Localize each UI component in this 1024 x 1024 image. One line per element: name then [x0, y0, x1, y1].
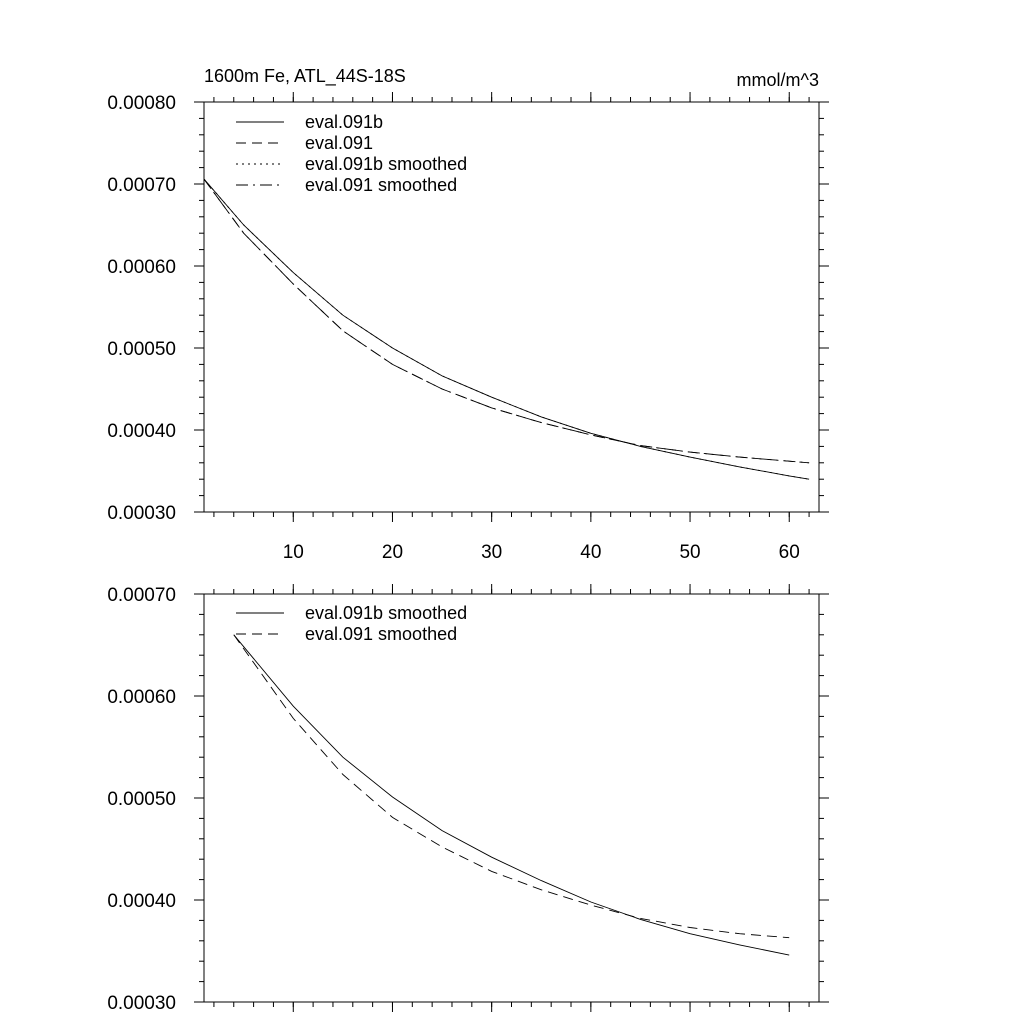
y-tick-label: 0.00060	[107, 257, 176, 278]
y-tick-label: 0.00070	[107, 585, 176, 606]
series-line-1	[204, 179, 809, 479]
x-tick-label: 40	[580, 542, 602, 563]
legend-label: eval.091b	[305, 112, 384, 132]
y-tick-label: 0.00060	[107, 687, 176, 708]
y-tick-label: 0.00040	[107, 421, 176, 442]
plot-frame	[204, 594, 819, 1002]
y-tick-label: 0.00080	[107, 93, 176, 114]
y-tick-label: 0.00070	[107, 175, 176, 196]
legend-label: eval.091b smoothed	[305, 603, 468, 623]
series-line-1	[234, 635, 789, 955]
y-tick-label: 0.00030	[107, 503, 176, 524]
x-tick-label: 10	[282, 542, 304, 563]
units-label: mmol/m^3	[736, 70, 819, 90]
bottom-panel	[107, 584, 829, 1014]
y-tick-label: 0.00030	[107, 993, 176, 1014]
y-tick-label: 0.00040	[107, 891, 176, 912]
series-line-3	[204, 179, 809, 479]
legend-label: eval.091 smoothed	[305, 624, 458, 644]
series-line-2	[204, 179, 809, 463]
legend-label: eval.091b smoothed	[305, 154, 468, 174]
x-tick-label: 30	[481, 542, 503, 563]
series-line-2	[234, 635, 789, 938]
chart-title: 1600m Fe, ATL_44S-18S	[204, 66, 406, 86]
legend-label: eval.091 smoothed	[305, 175, 458, 195]
x-tick-label: 60	[778, 542, 800, 563]
y-tick-label: 0.00050	[107, 339, 176, 360]
x-tick-label: 20	[381, 542, 404, 563]
series-line-4	[204, 179, 809, 463]
top-panel	[107, 92, 829, 563]
legend-label: eval.091	[305, 133, 374, 153]
x-tick-label: 50	[679, 542, 701, 563]
plot-frame	[204, 102, 819, 512]
y-tick-label: 0.00050	[107, 789, 176, 810]
